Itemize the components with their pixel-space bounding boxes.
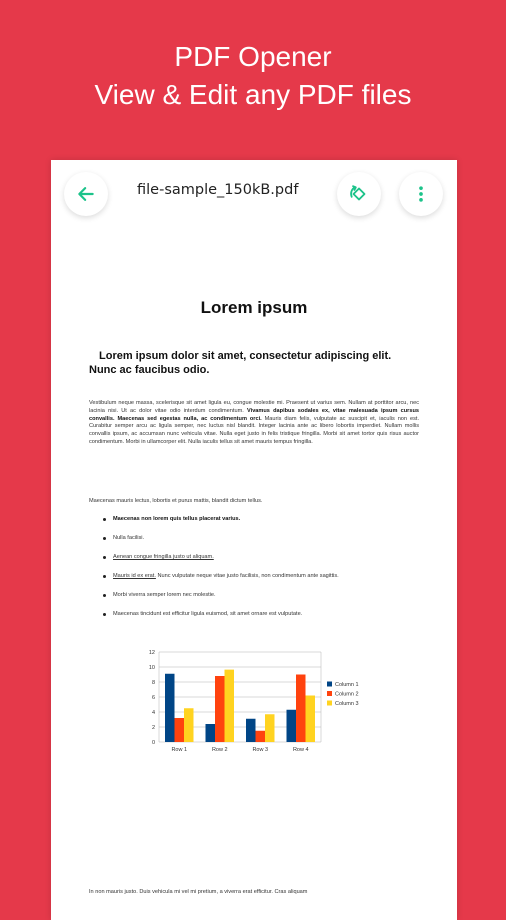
y-tick-label: 6 (151, 695, 155, 701)
pdf-page[interactable] (51, 252, 457, 920)
file-name-title: file-sample_150kB.pdf (137, 182, 299, 198)
arrow-left-icon (76, 184, 96, 204)
list-item: Maecenas non lorem quis tellus placerat varius. (103, 516, 419, 524)
chart-bar (296, 675, 306, 743)
list-item: Morbi viverra semper lorem nec molestie. (103, 592, 419, 600)
y-tick-label: 10 (148, 665, 155, 671)
rotate-button[interactable] (337, 172, 381, 216)
x-tick-label: Row 2 (211, 747, 228, 753)
chart-bar (225, 670, 235, 742)
chart-bar (256, 731, 266, 742)
legend-swatch (327, 691, 332, 696)
list-item-text: Nunc vulputate neque vitae justo facilisis, non condimentum ante sagittis. (155, 572, 339, 579)
app-bar (51, 160, 457, 230)
paragraph-1-bold: Vivamus dapibus sodales ex, vitae malesuada ipsum cursus convallis. Maecenas sed egestas nulla, ac condimentum orci. (89, 407, 419, 422)
chart-bar (165, 674, 175, 742)
chart-bar (175, 718, 185, 742)
legend-label: Column 3 (335, 701, 359, 707)
chart-bar (306, 696, 316, 743)
y-tick-label: 2 (151, 725, 155, 731)
back-button[interactable] (64, 172, 108, 216)
document-subtitle: Lorem ipsum dolor sit amet, consectetur adipiscing elit. Nunc ac faucibus odio. (89, 350, 392, 376)
list-item: Maecenas tincidunt est efficitur ligula euismod, sit amet ornare est vulputate. (103, 611, 419, 619)
list-link[interactable]: Aenean congue fringilla justo ut aliquam. (113, 553, 214, 560)
x-tick-label: Row 1 (171, 747, 188, 753)
bar-chart-svg (139, 646, 379, 758)
paragraph-2: Maecenas mauris lectus, lobortis et purus mattis, blandit dictum tellus. (89, 498, 263, 504)
chart-bar (287, 710, 297, 742)
y-tick-label: 4 (151, 710, 155, 716)
document-title: Lorem ipsum (200, 298, 308, 317)
paragraph-1-text-a: Vestibulum neque massa, scelerisque sit amet ligula eu, congue molestie mi. Praesent ut varius sem. Nullam at porttitor arcu, nec lacinia nisi. Ut ac dolor vitae odio interdum condimentum. (89, 400, 419, 414)
rotate-icon (348, 183, 370, 205)
phone-screen (51, 160, 457, 920)
bar-chart (139, 646, 379, 758)
chart-bar (265, 714, 275, 742)
chart-bar (206, 724, 216, 742)
promo-headline (0, 38, 506, 114)
list-item: Nulla facilisi. (103, 535, 419, 543)
legend-label: Column 2 (335, 691, 359, 698)
promo-subtitle: View & Edit any PDF files (94, 79, 412, 110)
legend-label: Column 1 (335, 682, 359, 688)
bullet-list (103, 516, 419, 630)
list-item (103, 554, 419, 562)
x-tick-label: Row 4 (292, 747, 309, 753)
list-item (103, 573, 419, 581)
legend-swatch (327, 701, 332, 706)
y-tick-label: 0 (151, 740, 155, 746)
more-options-button[interactable] (399, 172, 443, 216)
y-tick-label: 12 (148, 650, 155, 656)
more-vertical-icon (411, 184, 431, 204)
chart-bar (184, 708, 194, 742)
paragraph-1 (89, 400, 419, 447)
promo-title: PDF Opener (174, 41, 332, 72)
paragraph-1-text-b: Mauris diam felis, vulputate ac suscipit et, iaculis non est. Curabitur semper arcu ac ligula semper, nec luctus nisl blandit. Integer lacinia ante ac libero lobortis imperdiet. Nullam mollis convallis ipsum, ac accumsan nunc vehicula vitae. Nulla eget justo in felis tristique fringilla. Morbi sit amet tortor quis risus auctor condimentum. Morbi in ullamcorper elit. Nulla iaculis tellus sit amet mauris tempus fringilla. (89, 415, 419, 445)
legend-swatch (327, 682, 332, 687)
paragraph-3: In non mauris justo. Duis vehicula mi vel mi pretium, a viverra erat efficitur. Cras aliquam (89, 889, 308, 895)
chart-bar (215, 676, 225, 742)
x-tick-label: Row 3 (252, 747, 269, 753)
list-link[interactable]: Mauris id ex erat. (113, 572, 156, 579)
chart-bar (246, 719, 256, 742)
y-tick-label: 8 (151, 680, 155, 686)
